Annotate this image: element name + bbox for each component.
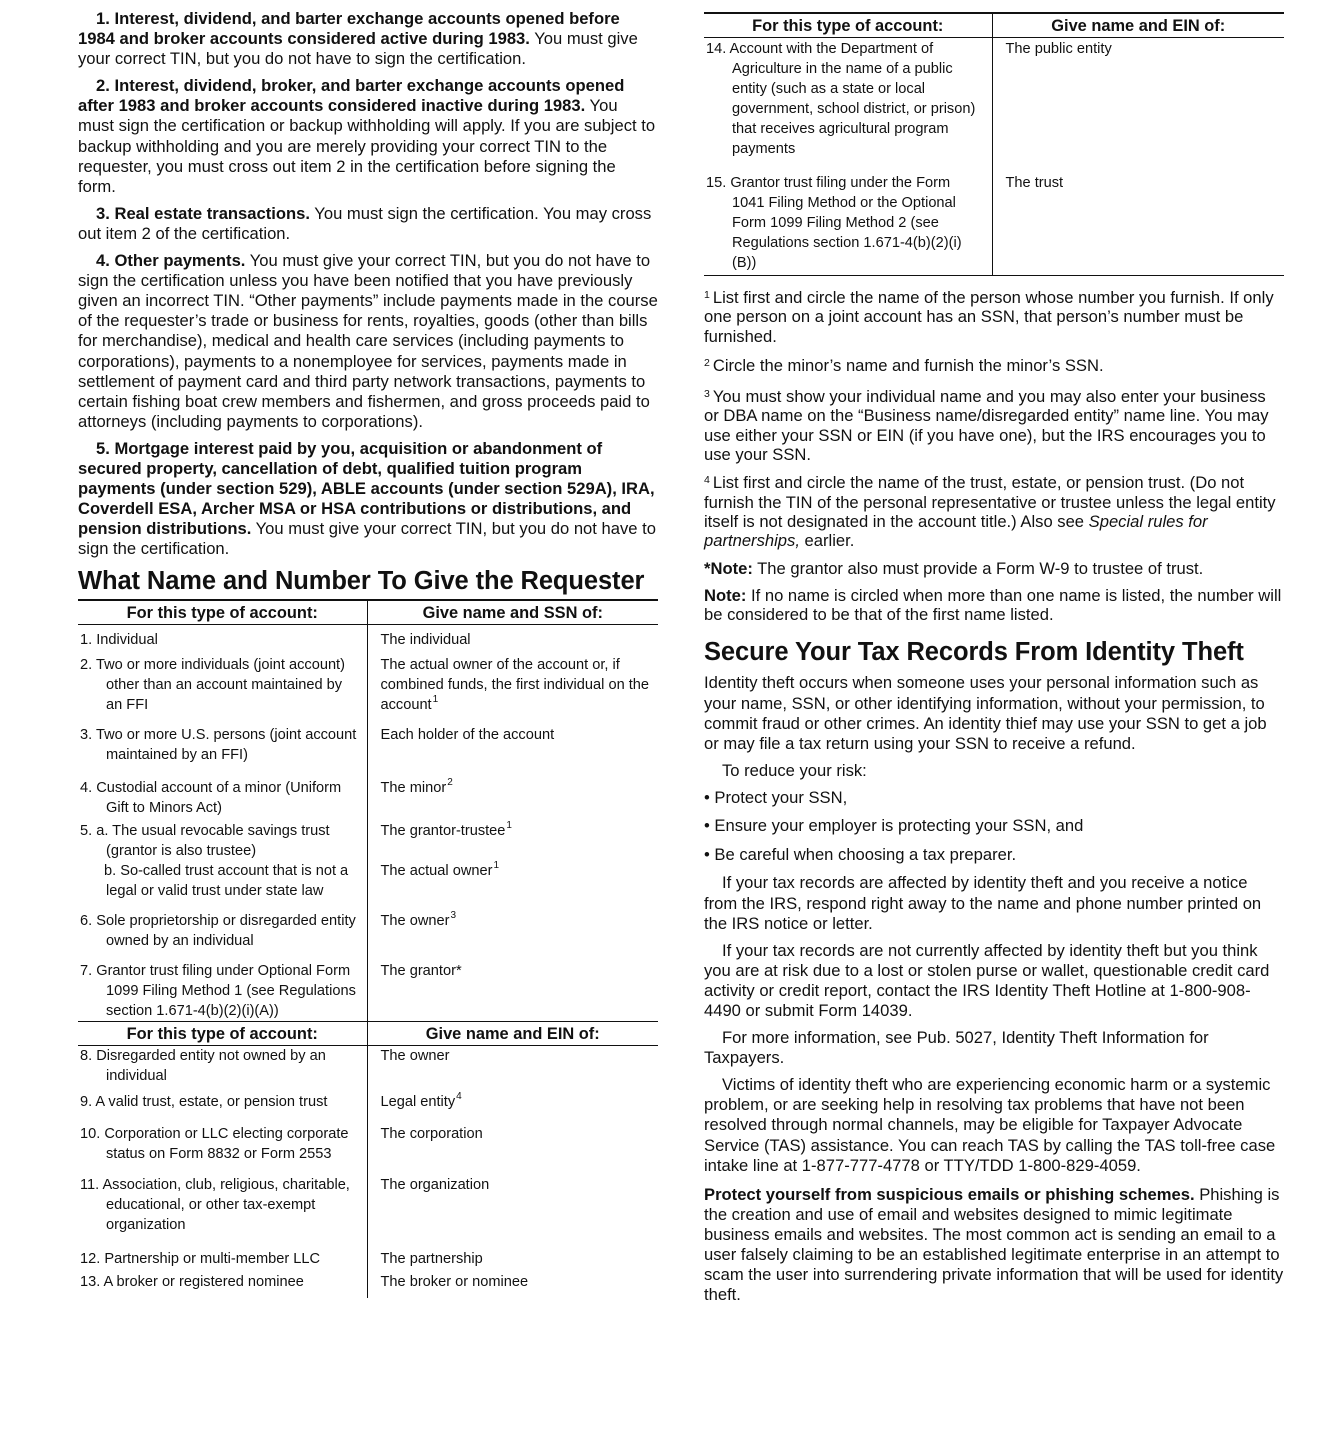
item-5-text: You must give your correct TIN, but you do not have to sign the certification. xyxy=(78,519,656,559)
account-type: 4. Custodial account of a minor (Uniform Gift to Minors Act) xyxy=(80,780,342,817)
item-2-text: You must sign the certification or backup withholding will apply. If you are subject to backup withholding and you are merely providing your correct TIN to the requester, you must cross out item 2 in the certification before signing the form. xyxy=(78,96,656,196)
footnote-ref: 2 xyxy=(447,777,453,789)
account-type: 8. Disregarded entity not owned by an individual xyxy=(80,1048,326,1085)
account-type: 10. Corporation or LLC electing corporate status on Form 8832 or Form 2553 xyxy=(80,1126,349,1163)
table-row xyxy=(704,173,1284,276)
note-grantor xyxy=(704,559,1284,578)
ein-table-header-give: Give name and EIN of: xyxy=(992,13,1284,38)
table-row xyxy=(78,725,658,778)
account-type: 2. Two or more individuals (joint account) other than an account maintained by an FFI xyxy=(80,657,345,714)
phishing-title: Protect yourself from suspicious emails or phishing schemes. xyxy=(704,1184,1195,1204)
give-name: The partnership xyxy=(380,1251,483,1268)
item-4 xyxy=(78,251,658,432)
give-name: The actual owner of the account or, if combined funds, the first individual on the account xyxy=(380,657,650,714)
list-item: • Ensure your employer is protecting your SSN, and xyxy=(704,816,1084,836)
ein-table-header-give: Give name and EIN of: xyxy=(367,1022,658,1046)
give-name: The grantor* xyxy=(380,963,462,980)
table-row xyxy=(78,961,658,1022)
footnote-text: Circle the minor’s name and furnish the minor’s SSN. xyxy=(712,355,1104,375)
ssn-table-header-give: Give name and SSN of: xyxy=(367,600,658,625)
account-type: 13. A broker or registered nominee xyxy=(80,1274,304,1291)
give-name: Each holder of the account xyxy=(380,727,555,744)
table-row xyxy=(78,1175,658,1249)
item-4-text: You must give your correct TIN, but you do not have to sign the certification unless you have been notified that you have previously given an incorrect TIN. “Other payments” include payments made in the course of the requester’s trade or business for rents, royalties, goods (other than bills for merchandise), medical and health care services (including payments to corporations), payments to a nonemployee for services, payments made in settlement of payment card and third party network transactions, payments to certain fishing boat crew members and fishermen, and gross proceeds paid to attorneys (including payments to corporations). xyxy=(78,251,658,431)
item-5-title: Mortgage interest paid by you, acquisition or abandonment of secured property, cancellation of debt, qualified tuition program payments (under section 529), ABLE accounts (under section 529A), IRA, Coverdell ESA, Archer MSA or HSA contributions or distributions, and pension distributions. xyxy=(78,438,655,539)
footnote-ref: 3 xyxy=(450,910,457,922)
give-name: The actual owner xyxy=(380,863,493,880)
note-text: The grantor also must provide a Form W-9 to trustee of trust. xyxy=(752,558,1204,578)
footnote-italic: Special rules for partnerships, xyxy=(704,511,1208,551)
footnote-number: 4 xyxy=(704,474,710,487)
account-type: 12. Partnership or multi-member LLC xyxy=(80,1251,321,1268)
give-name: The corporation xyxy=(380,1126,483,1143)
table-row xyxy=(78,1046,658,1093)
give-name: The grantor-trustee xyxy=(380,823,506,840)
list-item: • Protect your SSN, xyxy=(704,787,848,807)
give-name: The owner xyxy=(380,913,450,930)
note-circled xyxy=(704,586,1284,625)
account-type: b. So-called trust account that is not a legal or valid trust under state law xyxy=(104,863,349,900)
section-heading-requester: What Name and Number To Give the Requester xyxy=(78,567,645,596)
table-row xyxy=(78,821,658,861)
account-type: 6. Sole proprietorship or disregarded entity owned by an individual xyxy=(80,913,356,950)
item-1-text: You must give your correct TIN, but you do not have to sign the certification. xyxy=(78,29,638,69)
footnote-number: 2 xyxy=(704,356,710,369)
item-5 xyxy=(78,439,658,560)
table-row xyxy=(78,1249,658,1272)
ein-table-right xyxy=(704,12,1284,276)
paragraph: For more information, see Pub. 5027, Identity Theft Information for Taxpayers. xyxy=(704,1028,1209,1068)
item-1 xyxy=(78,9,658,69)
table-row xyxy=(78,625,658,656)
footnote-3 xyxy=(704,387,1284,464)
table-row xyxy=(78,778,658,821)
account-type: 11. Association, club, religious, charitable, educational, or other tax-exempt organization xyxy=(80,1177,350,1234)
phishing-text: Phishing is the creation and use of email and websites designed to mimic legitimate business emails and websites. The most common act is sending an email to a user falsely claiming to be an established legitimate enterprise in an attempt to scam the user into surrendering private information that will be used for identity theft. xyxy=(704,1184,1284,1305)
table-row xyxy=(78,861,658,911)
footnote-text: List first and circle the name of the trust, estate, or pension trust. (Do not furnish the TIN of the personal representative or trustee unless the legal entity itself is not designated in the account title.) Also see xyxy=(704,473,1276,531)
footnote-ref: 1 xyxy=(506,820,512,832)
table-row xyxy=(704,38,1284,174)
item-3-title: Real estate transactions. xyxy=(114,203,310,223)
footnote-1 xyxy=(704,288,1284,346)
ssn-table xyxy=(78,599,658,1022)
paragraph: Victims of identity theft who are experiencing economic harm or a systemic problem, or are seeking help in resolving tax problems that have not been resolved through normal channels, may be eligible for Taxpayer Advocate Service (TAS) assistance. You can reach TAS by calling the TAS toll-free case intake line at 1-877-777-4778 or TTY/TDD 1-800-829-4059. xyxy=(704,1075,1276,1175)
footnote-text: You must show your individual name and you may also enter your business or DBA name on the “Business name/disregarded entity” name line. You may use either your SSN or EIN (if you have one), but the IRS encourages you to use your SSN. xyxy=(704,387,1269,465)
left-column xyxy=(78,0,658,1298)
note-label: *Note: xyxy=(704,558,753,578)
item-2 xyxy=(78,76,658,197)
paragraph: If your tax records are affected by identity theft and you receive a notice from the IRS, respond right away to the name and phone number printed on the IRS notice or letter. xyxy=(704,873,1262,933)
list-item: • Be careful when choosing a tax preparer. xyxy=(704,844,1017,864)
give-name: The public entity xyxy=(1005,41,1112,57)
account-type: 9. A valid trust, estate, or pension trust xyxy=(80,1094,328,1111)
footnote-ref: 1 xyxy=(493,860,500,872)
table-row xyxy=(78,1092,658,1124)
give-name: The owner xyxy=(380,1048,450,1065)
ein-table-header-account: For this type of account: xyxy=(78,1022,367,1046)
give-name: The organization xyxy=(380,1177,490,1194)
footnote-number: 3 xyxy=(704,388,710,401)
account-type: 15. Grantor trust filing under the Form 1041 Filing Method or the Optional Form 1099 Filing Method 2 (see Regulations section 1.671-4(b)(2)(i)(B)) xyxy=(706,175,962,271)
account-type: 3. Two or more U.S. persons (joint account maintained by an FFI) xyxy=(80,727,357,764)
item-1-title: Interest, dividend, and barter exchange accounts opened before 1984 and broker accounts considered active during 1983. xyxy=(78,9,620,49)
item-1-number: 1. xyxy=(96,9,110,28)
note-text: If no name is circled when more than one name is listed, the number will be considered to be that of the first name listed. xyxy=(704,585,1282,625)
paragraph: If your tax records are not currently affected by identity theft but you think you are at risk due to a lost or stolen purse or wallet, questionable credit card activity or credit report, contact the IRS Identity Theft Hotline at 1-800-908-4490 or submit Form 14039. xyxy=(704,940,1270,1020)
paragraph-phishing xyxy=(704,1185,1284,1306)
account-type: 1. Individual xyxy=(80,632,158,649)
give-name: The individual xyxy=(380,632,471,649)
ssn-table-header-account: For this type of account: xyxy=(78,600,367,625)
give-name: The minor xyxy=(380,780,447,797)
table-row xyxy=(78,911,658,961)
footnote-text: List first and circle the name of the person whose number you furnish. If only one person on a joint account has an SSN, that person’s number must be furnished. xyxy=(704,288,1274,346)
account-type: 5. a. The usual revocable savings trust (grantor is also trustee) xyxy=(80,823,330,860)
right-column xyxy=(704,0,1284,1312)
item-4-number: 4. xyxy=(96,251,110,271)
footnote-ref: 1 xyxy=(432,694,439,706)
section-heading-identity-theft: Secure Your Tax Records From Identity Theft xyxy=(704,638,1244,667)
table-row xyxy=(78,1124,658,1175)
footnote-number: 1 xyxy=(704,289,710,301)
footnote-4 xyxy=(704,473,1284,550)
table-row xyxy=(78,655,658,725)
item-2-number: 2. xyxy=(96,76,110,96)
item-3-number: 3. xyxy=(96,203,110,223)
ein-table-header-account: For this type of account: xyxy=(704,13,992,38)
footnote-2 xyxy=(704,356,1284,375)
account-type: 7. Grantor trust filing under Optional Form 1099 Filing Method 1 (see Regulations section 1.671-4(b)(2)(i)(A)) xyxy=(80,963,356,1020)
item-2-title: Interest, dividend, broker, and barter exchange accounts opened after 1983 and broker accounts considered inactive during 1983. xyxy=(78,76,625,116)
give-name: The trust xyxy=(1005,175,1064,191)
item-3-text: You must sign the certification. You may cross out item 2 of the certification. xyxy=(78,203,652,243)
give-name: Legal entity xyxy=(380,1094,456,1111)
footnote-ref: 4 xyxy=(456,1091,462,1103)
item-3 xyxy=(78,204,658,244)
item-4-title: Other payments. xyxy=(114,251,246,271)
risk-list xyxy=(704,788,1284,865)
table-row xyxy=(78,1272,658,1298)
ein-table-left xyxy=(78,1022,658,1298)
paragraph: To reduce your risk: xyxy=(722,760,867,780)
note-label: Note: xyxy=(704,585,747,605)
account-type: 14. Account with the Department of Agriculture in the name of a public entity (such as a state or local government, school district, or prison) that receives agricultural program payments xyxy=(706,41,976,157)
paragraph: Identity theft occurs when someone uses your personal information such as your name, SSN, or other identifying information, without your permission, to commit fraud or other crimes. An identity thief may use your SSN to get a job or may file a tax return using your SSN to receive a refund. xyxy=(704,673,1267,753)
give-name: The broker or nominee xyxy=(380,1274,529,1291)
footnote-text-end: earlier. xyxy=(799,531,855,551)
item-5-number: 5. xyxy=(96,438,110,458)
